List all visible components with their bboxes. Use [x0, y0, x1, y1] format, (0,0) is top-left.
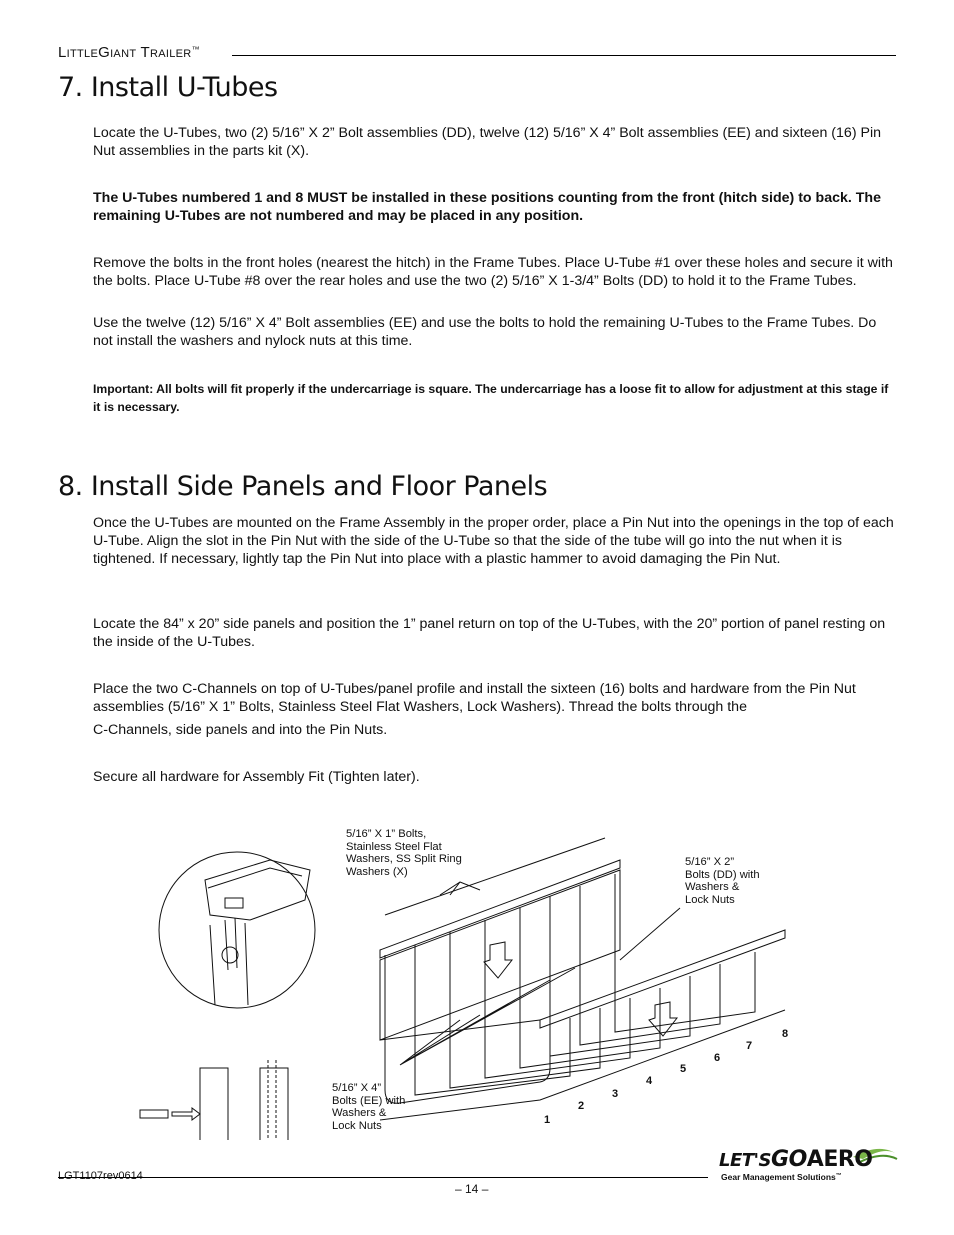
u-tube-number: 6: [714, 1052, 721, 1064]
logo-tagline: [721, 1172, 842, 1182]
assembly-diagram: [130, 820, 810, 1140]
section-7-important-note: Important: All bolts will fit properly if the undercarriage is square. The undercarriage has a loose fit to allow for adjustment at this stage if it is necessary.: [93, 382, 889, 414]
section-7-title: 7. Install U-Tubes: [58, 72, 278, 103]
brand-letter: T: [140, 44, 151, 61]
u-tube-number: 8: [782, 1028, 789, 1040]
u-tube-number: 4: [646, 1075, 653, 1087]
logo-tagline-text: Gear Management Solutions: [721, 1172, 836, 1182]
logo-trademark: ™: [835, 1173, 842, 1179]
section-8-title: 8. Install Side Panels and Floor Panels: [58, 471, 548, 502]
logo-lets: LET'S: [719, 1150, 772, 1171]
u-tube-number: 7: [746, 1040, 753, 1052]
brand-letter: RAILER: [150, 48, 192, 60]
section-7-paragraph-4: Use the twelve (12) 5/16” X 4” Bolt assemblies (EE) and use the bolts to hold the remaining U-Tubes to the Frame Tubes. Do not install the washers and nylock nuts at this time.: [93, 315, 877, 349]
label-bolts-ee: 5/16” X 4” Bolts (EE) with Washers & Lock Nuts: [332, 1082, 406, 1132]
logo-go: GO: [771, 1147, 807, 1172]
u-tube-number: 3: [612, 1088, 619, 1100]
logo-aero: AERO: [806, 1147, 873, 1172]
header-brand: [58, 44, 200, 61]
section-8-paragraph-4: Secure all hardware for Assembly Fit (Tighten later).: [93, 769, 420, 785]
label-bolts-dd: 5/16” X 2” Bolts (DD) with Washers & Lock Nuts: [685, 856, 760, 906]
section-8-paragraph-3a: Place the two C-Channels on top of U-Tubes/panel profile and install the sixteen (16) bolts and hardware from the Pin Nut assemblies (5/16” X 1” Bolts, Stainless Steel Flat Washers, Lock Washers). Thread the bolts through the: [93, 681, 856, 715]
brand-letter: L: [58, 44, 67, 61]
u-tube-number: 2: [578, 1100, 585, 1112]
u-tube-number: 1: [544, 1114, 551, 1126]
section-8-paragraph-3b: C-Channels, side panels and into the Pin Nuts.: [93, 722, 388, 738]
page-number: – 14 –: [455, 1182, 489, 1196]
brand-letter: ITTLE: [66, 48, 99, 60]
u-tube-number: 5: [680, 1063, 687, 1075]
header-rule: [232, 55, 896, 56]
trademark: ™: [191, 45, 200, 54]
detail-circle: [159, 852, 315, 1008]
letsgoaero-logo: [713, 1143, 898, 1185]
document-id: LGT1107rev0614: [58, 1170, 143, 1182]
label-bolts-x: 5/16” X 1” Bolts, Stainless Steel Flat Washers, SS Split Ring Washers (X): [346, 828, 462, 878]
section-8-paragraph-1: Once the U-Tubes are mounted on the Frame Assembly in the proper order, place a Pin Nut into the openings in the top of each U-Tube. Align the slot in the Pin Nut with the side of the U-Tube so that the side of the tube will go into the nut when it is tightened. If necessary, lightly tap the Pin Nut into place with a plastic hammer to avoid damaging the Pin Nut.: [93, 515, 894, 567]
brand-letter: G: [98, 44, 111, 61]
brand-letter: IANT: [110, 48, 137, 60]
section-7-paragraph-3: Remove the bolts in the front holes (nearest the hitch) in the Frame Tubes. Place U-Tube #1 over these holes and secure it with the bolts. Place U-Tube #8 over the rear holes and use the two (2) 5/16” X 1-3/4” Bolts (DD) to hold it to the Frame Tubes.: [93, 255, 893, 289]
logo-wordmark: [719, 1147, 873, 1172]
section-7-paragraph-1: Locate the U-Tubes, two (2) 5/16” X 2” Bolt assemblies (DD), twelve (12) 5/16” X 4” Bolt assemblies (EE) and sixteen (16) Pin Nut assemblies in the parts kit (X).: [93, 125, 881, 159]
footer-rule: [58, 1177, 708, 1178]
section-8-paragraph-2: Locate the 84” x 20” side panels and position the 1” panel return on top of the U-Tubes, with the 20” portion of panel resting on the inside of the U-Tubes.: [93, 616, 886, 650]
section-7-paragraph-2: The U-Tubes numbered 1 and 8 MUST be installed in these positions counting from the front (hitch side) to back. The remaining U-Tubes are not numbered and may be placed in any position.: [93, 190, 881, 224]
